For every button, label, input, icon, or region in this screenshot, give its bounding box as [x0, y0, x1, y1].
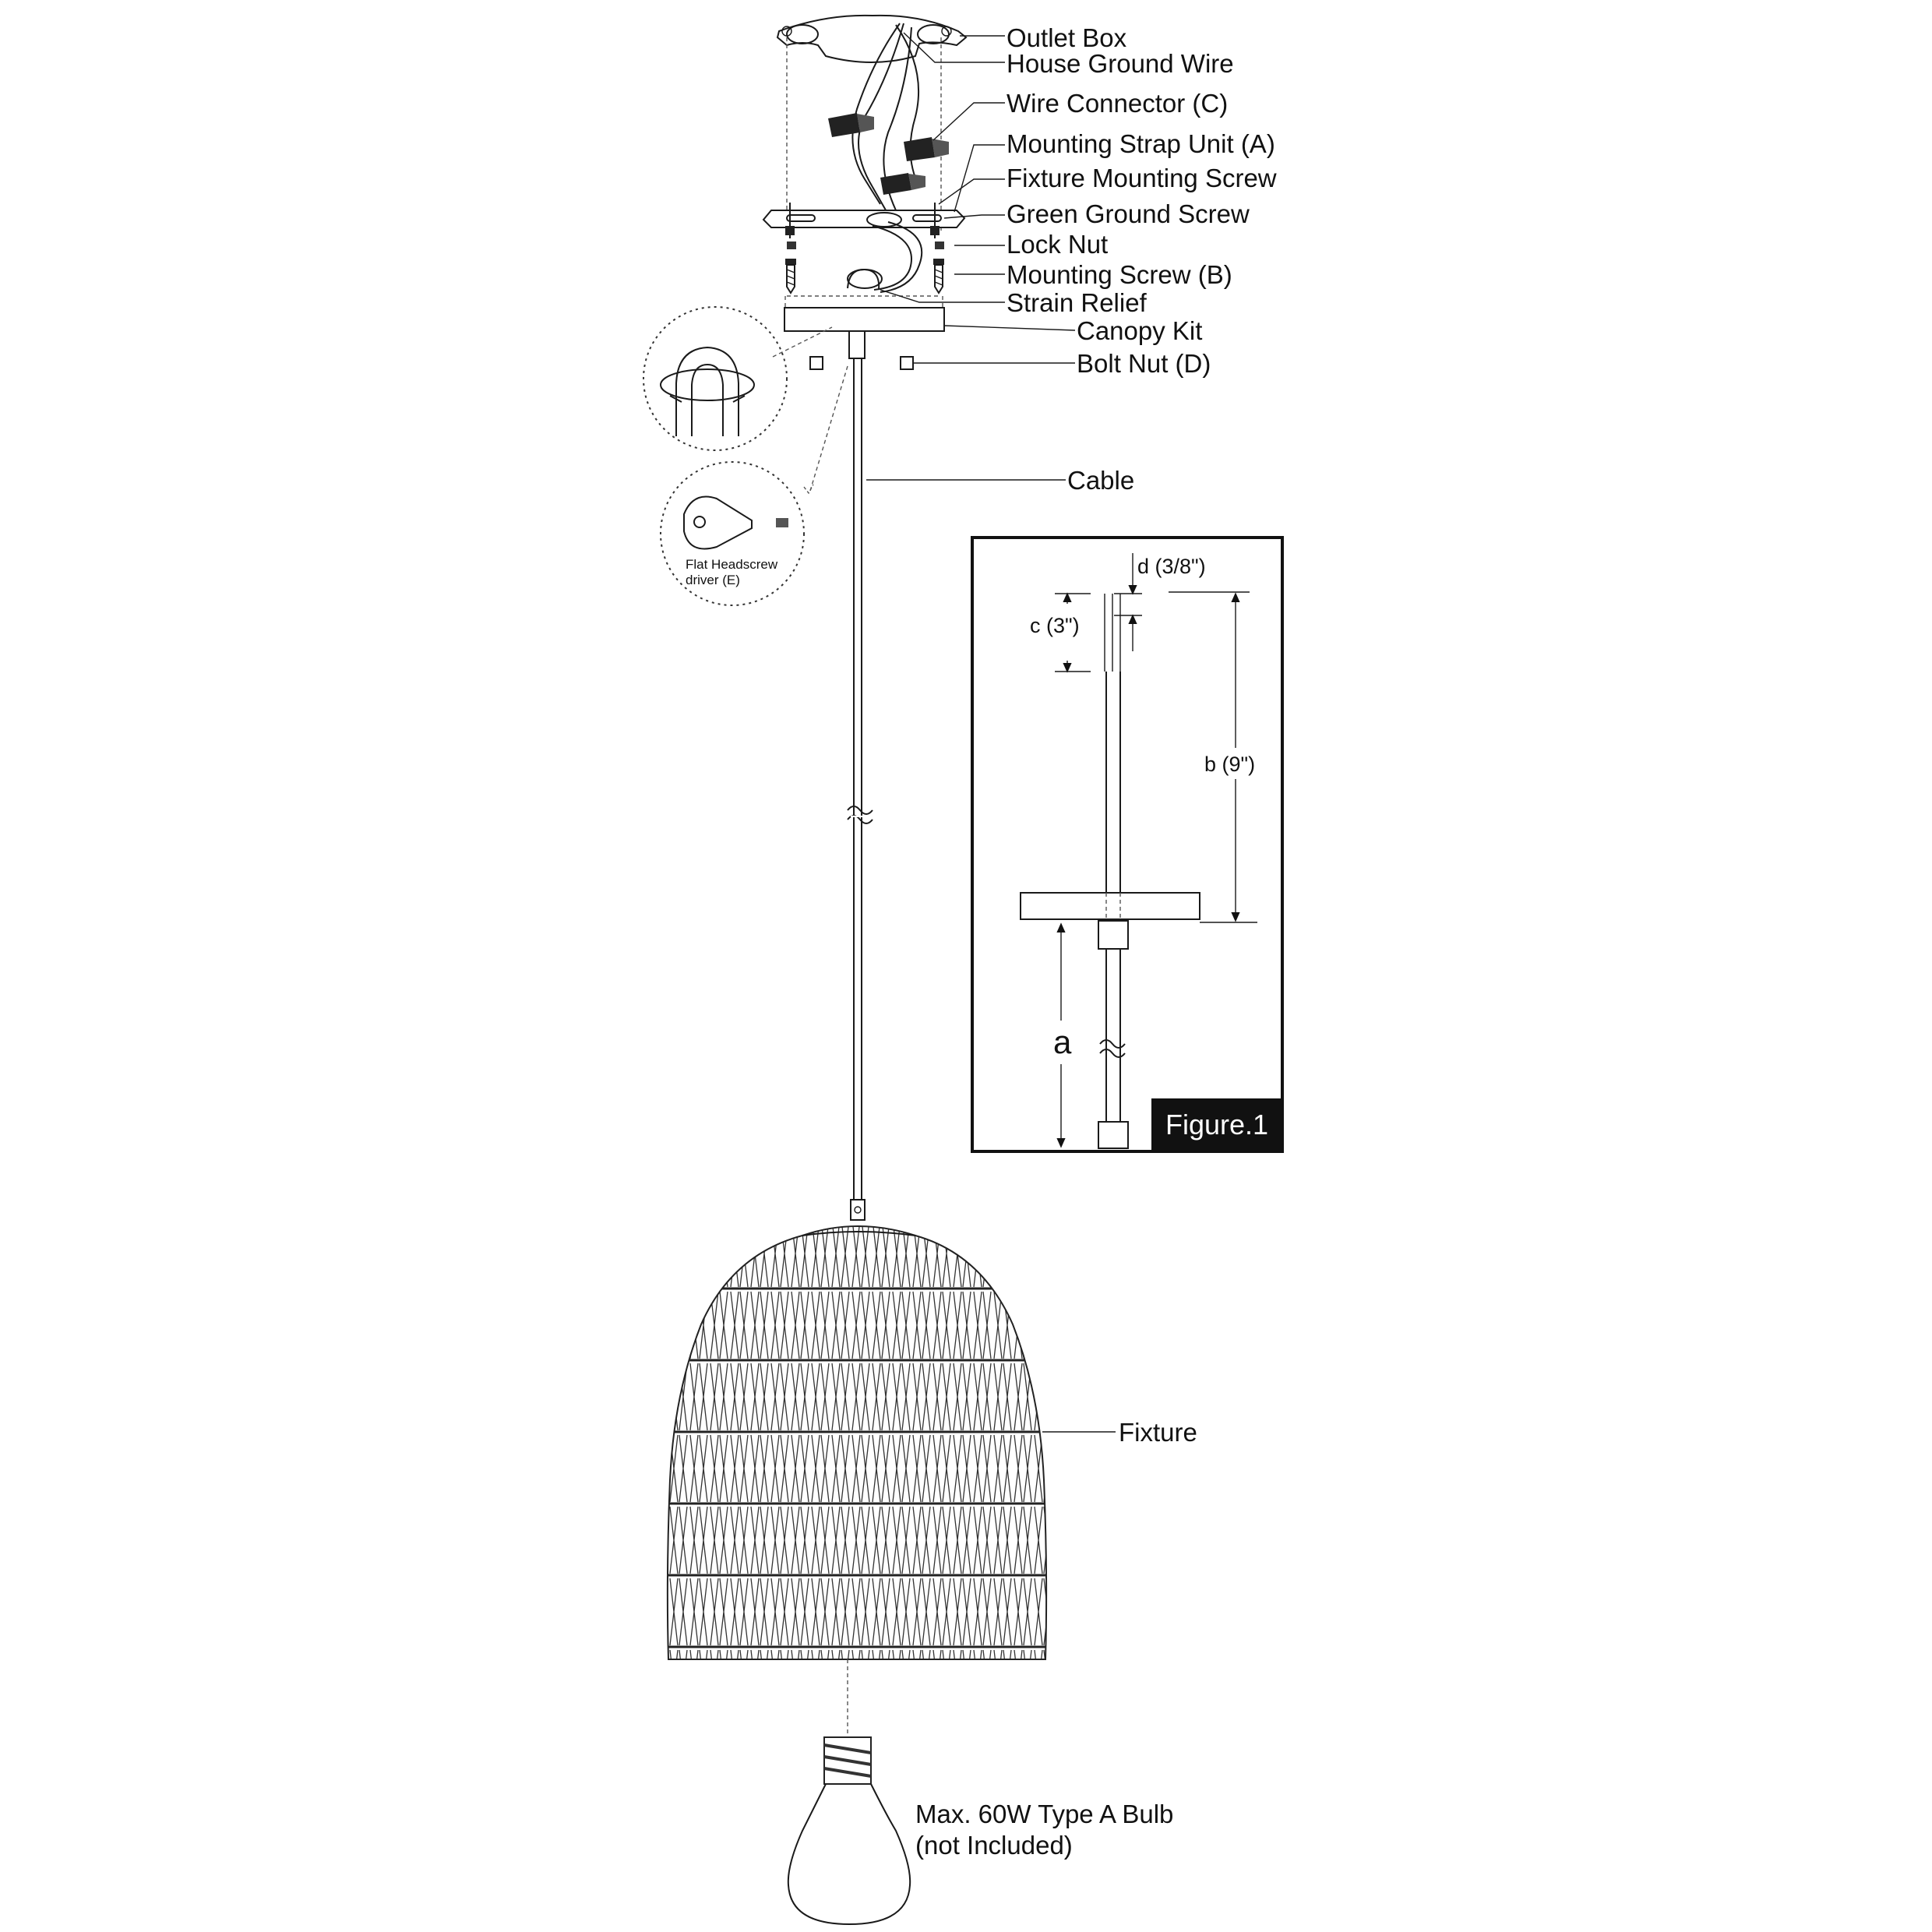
- wire-connector-3: [880, 173, 925, 195]
- label-green-ground-screw: Green Ground Screw: [1007, 199, 1250, 228]
- figure1-title: Figure.1: [1165, 1109, 1269, 1141]
- figure1-dim-b: b (9"): [1204, 753, 1256, 776]
- screwdriver-label-2: driver (E): [686, 573, 740, 587]
- label-fixture-mounting-screw: Fixture Mounting Screw: [1007, 164, 1277, 192]
- lock-nut-right: [935, 242, 944, 249]
- screwdriver-label-1: Flat Headscrew: [686, 557, 778, 572]
- label-strain-relief: Strain Relief: [1007, 288, 1147, 317]
- label-mounting-screw: Mounting Screw (B): [1007, 260, 1232, 289]
- figure1-dim-c: c (3"): [1030, 614, 1080, 637]
- figure1-dim-a: a: [1053, 1024, 1072, 1060]
- bolt-nut-left: [810, 357, 823, 369]
- lock-nut-left: [787, 242, 796, 249]
- mounting-strap: [763, 203, 964, 238]
- fixture-shade: [668, 1200, 1046, 1659]
- label-fixture: Fixture: [1119, 1418, 1197, 1447]
- canopy-kit: [784, 308, 944, 358]
- figure-1-box: [972, 538, 1282, 1151]
- figure1-dim-d: d (3/8"): [1137, 555, 1206, 578]
- wire-connector-1: [828, 113, 874, 137]
- label-bulb-line2: (not Included): [915, 1831, 1073, 1860]
- label-lock-nut: Lock Nut: [1007, 230, 1109, 259]
- mounting-screw-left: [785, 259, 796, 293]
- label-bulb-line1: Max. 60W Type A Bulb: [915, 1800, 1174, 1828]
- light-bulb: [788, 1659, 910, 1924]
- label-outlet-box: Outlet Box: [1007, 23, 1127, 52]
- label-house-ground-wire: House Ground Wire: [1007, 49, 1234, 78]
- outlet-box: [777, 16, 966, 62]
- label-wire-connector: Wire Connector (C): [1007, 89, 1229, 118]
- label-bolt-nut: Bolt Nut (D): [1077, 349, 1211, 378]
- wire-connector-2: [904, 137, 949, 161]
- label-canopy-kit: Canopy Kit: [1077, 316, 1203, 345]
- screwdriver-detail: [661, 366, 848, 605]
- label-mounting-strap: Mounting Strap Unit (A): [1007, 129, 1275, 158]
- mounting-screw-right: [933, 259, 944, 293]
- label-cable: Cable: [1067, 466, 1135, 495]
- bolt-nut-right: [901, 357, 913, 369]
- cable: [848, 358, 873, 1200]
- strain-relief: [848, 222, 922, 292]
